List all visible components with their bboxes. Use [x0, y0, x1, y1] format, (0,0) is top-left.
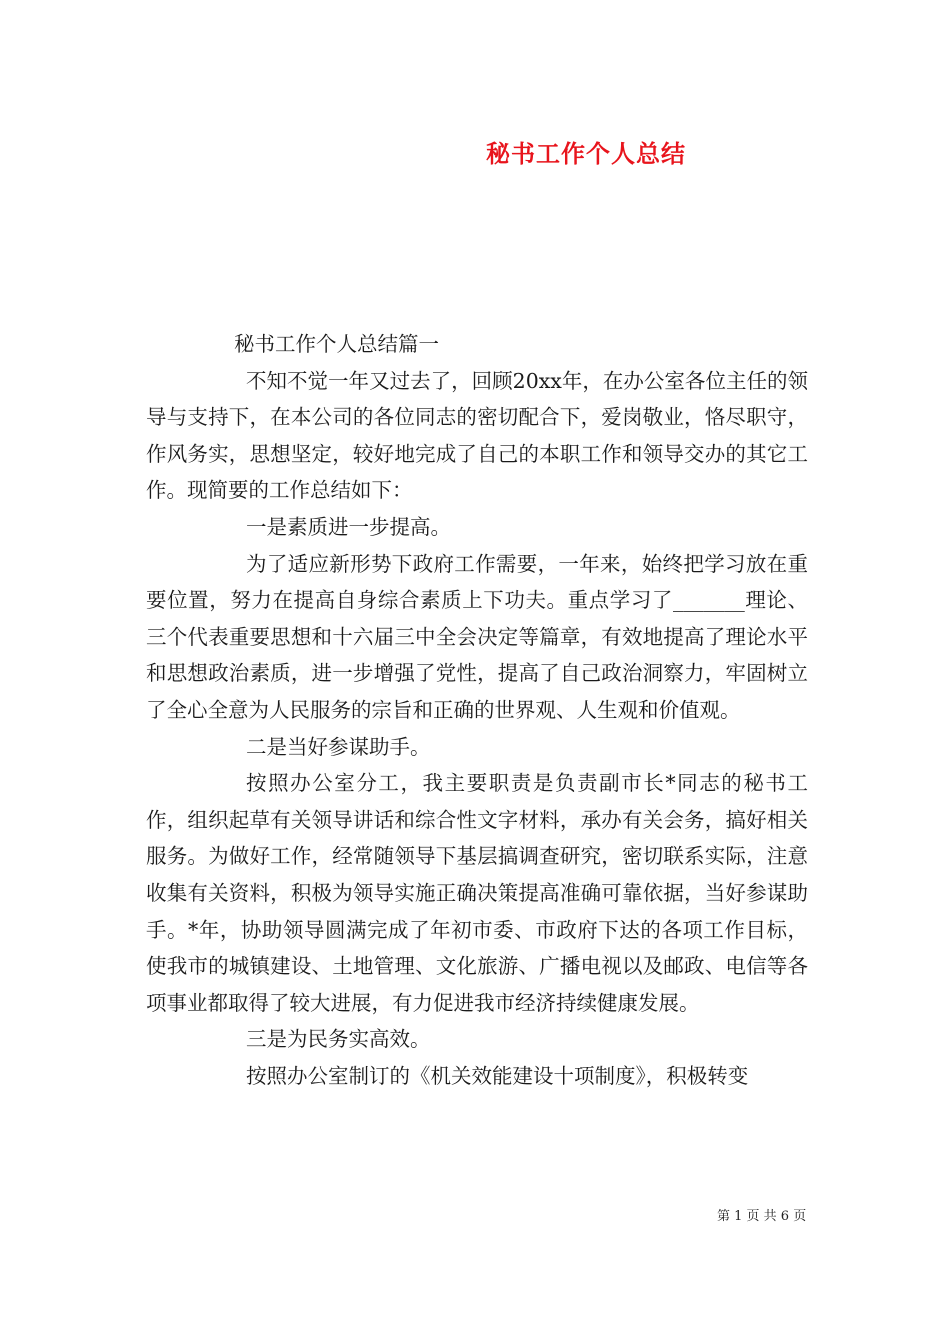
paragraph-intro: 不知不觉一年又过去了，回顾20xx年，在办公室各位主任的领导与支持下，在本公司的各位同志的密切配合下，爱岗敬业，恪尽职守，作风务实，思想坚定，较好地完成了自己的本职工作和领导交办的其它工作。现简要的工作总结如下： [146, 368, 808, 503]
paragraph-1: 为了适应新形势下政府工作需要，一年来，始终把学习放在重要位置，努力在提高自身综合素质上下功夫。重点学习了_______理论、三个代表重要思想和十六届三中全会决定等篇章，有效地提高了理论水平和思想政治素质，进一步增强了党性，提高了自己政治洞察力，牢固树立了全心全意为人民服务的宗旨和正确的世界观、人生观和价值观。 [146, 551, 808, 722]
paragraph-2: 按照办公室分工，我主要职责是负责副市长*同志的秘书工作，组织起草有关领导讲话和综合性文字材料，承办有关会务，搞好相关服务。为做好工作，经常随领导下基层搞调查研究，密切联系实际，注意收集有关资料，积极为领导实施正确决策提高准确可靠依据，当好参谋助手。*年，协助领导圆满完成了年初市委、市政府下达的各项工作目标，使我市的城镇建设、土地管理、文化旅游、广播电视以及邮政、电信等各项事业都取得了较大进展，有力促进我市经济持续健康发展。 [146, 771, 808, 1015]
point-heading-3: 三是为民务实高效。 [246, 1027, 431, 1052]
document-title: 秘书工作个人总结 [486, 139, 686, 168]
paragraph-3: 按照办公室制订的《机关效能建设十项制度》，积极转变 [246, 1063, 749, 1088]
point-heading-2: 二是当好参谋助手。 [246, 734, 431, 759]
page-number: 第 1 页 共 6 页 [717, 1209, 807, 1224]
document-body [146, 326, 808, 1094]
section-title: 秘书工作个人总结篇一 [234, 332, 439, 356]
point-heading-1: 一是素质进一步提高。 [246, 514, 451, 539]
